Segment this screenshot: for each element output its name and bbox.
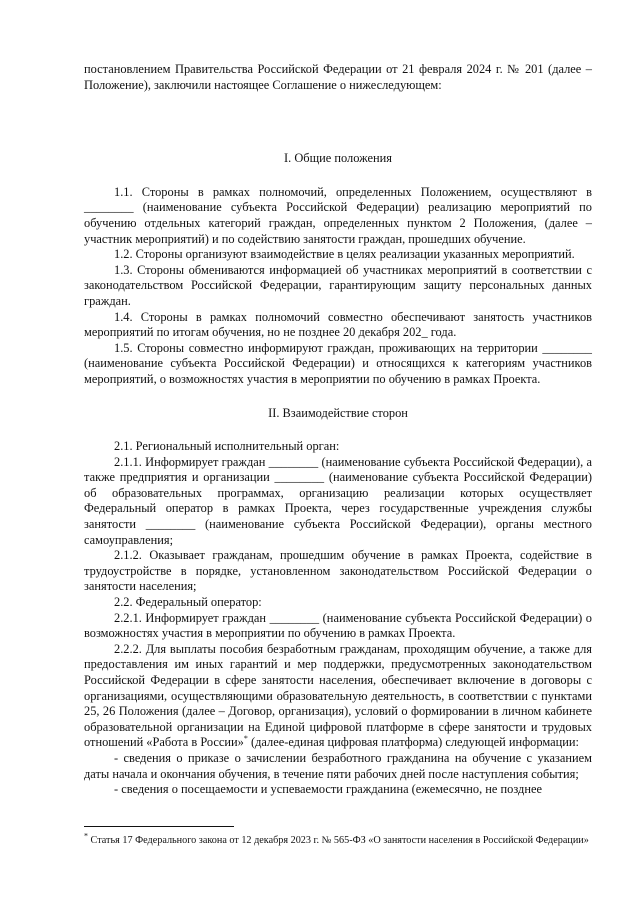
section-2-title: II. Взаимодействие сторон xyxy=(268,405,408,420)
footnote-mark: * xyxy=(84,831,88,841)
clause-1-4: 1.4. Стороны в рамках полномочий совместно обеспечивают занятость участников мероприятий по итогам обучения, но не позднее 20 декабря 202_ года. xyxy=(84,309,592,340)
clause-2-1: 2.1. Региональный исполнительный орган: xyxy=(114,439,340,454)
clause-2-2-1: 2.2.1. Информирует граждан ________ (наименование субъекта Российской Федерации) о возможностях участия в мероприятии по обучению в рамках Проекта. xyxy=(84,610,592,641)
bullet-attendance-info: - сведения о посещаемости и успеваемости гражданина (ежемесячно, не позднее xyxy=(114,782,542,797)
clause-2-1-1: 2.1.1. Информирует граждан ________ (наименование субъекта Российской Федерации), а также предприятия и организации ________ (наименование субъекта Российской Федерации) об образовательных программах, организацию реализации которых осуществляет Федеральный оператор в рамках Проекта, через государственные учреждения службы занятости ________ (наименование субъекта Российской Федерации), органы местного самоуправления; xyxy=(84,454,592,547)
footnote xyxy=(84,831,592,847)
clause-2-2: 2.2. Федеральный оператор: xyxy=(114,595,262,610)
footnote-reference[interactable]: * xyxy=(243,734,248,744)
clause-2-2-2-text-end: (далее-единая цифровая платформа) следующей информации: xyxy=(247,735,579,750)
bullet-enrollment-info: - сведения о приказе о зачислении безработного гражданина на обучение с указанием даты начала и окончания обучения, в течение пяти рабочих дней после наступления события; xyxy=(84,750,592,781)
footnote-divider xyxy=(84,826,234,827)
clause-1-1: 1.1. Стороны в рамках полномочий, определенных Положением, осуществляют в ________ (наименование субъекта Российской Федерации) реализацию мероприятий по обучению отдельных категорий граждан, определенных пунктом 2 Положения, (далее – участник мероприятий) и по содействию занятости граждан, прошедших обучение. xyxy=(84,184,592,246)
clause-1-2: 1.2. Стороны организуют взаимодействие в целях реализации указанных мероприятий. xyxy=(114,247,575,262)
clause-2-2-2-text: 2.2.2. Для выплаты пособия безработным гражданам, проходящим обучение, а также для предоставления им иных гарантий и мер поддержки, предусмотренных законодательством Российской Федерации в сфере занятости населения, обеспечивает включение в договоры с организациями, осуществляющими образовательную деятельность, в соответствии с пунктами 25, 26 Положения (далее – Договор, организация), условий о формировании в личном кабинете образовательной организации на Единой цифровой платформе в сфере занятости и трудовых отношений «Работа в России» xyxy=(84,641,592,750)
section-1-title: I. Общие положения xyxy=(284,151,392,166)
intro-paragraph: постановлением Правительства Российской Федерации от 21 февраля 2024 г. № 201 (далее – Положение), заключили настоящее Соглашение о нижеследующем: xyxy=(84,62,592,92)
clause-2-1-2: 2.1.2. Оказывает гражданам, прошедшим обучение в рамках Проекта, содействие в трудоустройстве в порядке, установленном законодательством Российской Федерации о занятости населения; xyxy=(84,548,592,594)
clause-1-3: 1.3. Стороны обмениваются информацией об участниках мероприятий в соответствии с законодательством Российской Федерации, гарантирующим защиту персональных данных граждан. xyxy=(84,262,592,308)
footnote-text: Статья 17 Федерального закона от 12 декабря 2023 г. № 565-ФЗ «О занятости населения в Российской Федерации» xyxy=(88,835,589,846)
clause-1-5: 1.5. Стороны совместно информируют граждан, проживающих на территории ________ (наименование субъекта Российской Федерации) и относящихся к категориям участников мероприятий, о возможностях участия в мероприятии по обучению в рамках Проекта. xyxy=(84,340,592,386)
clause-2-2-2 xyxy=(84,642,592,751)
